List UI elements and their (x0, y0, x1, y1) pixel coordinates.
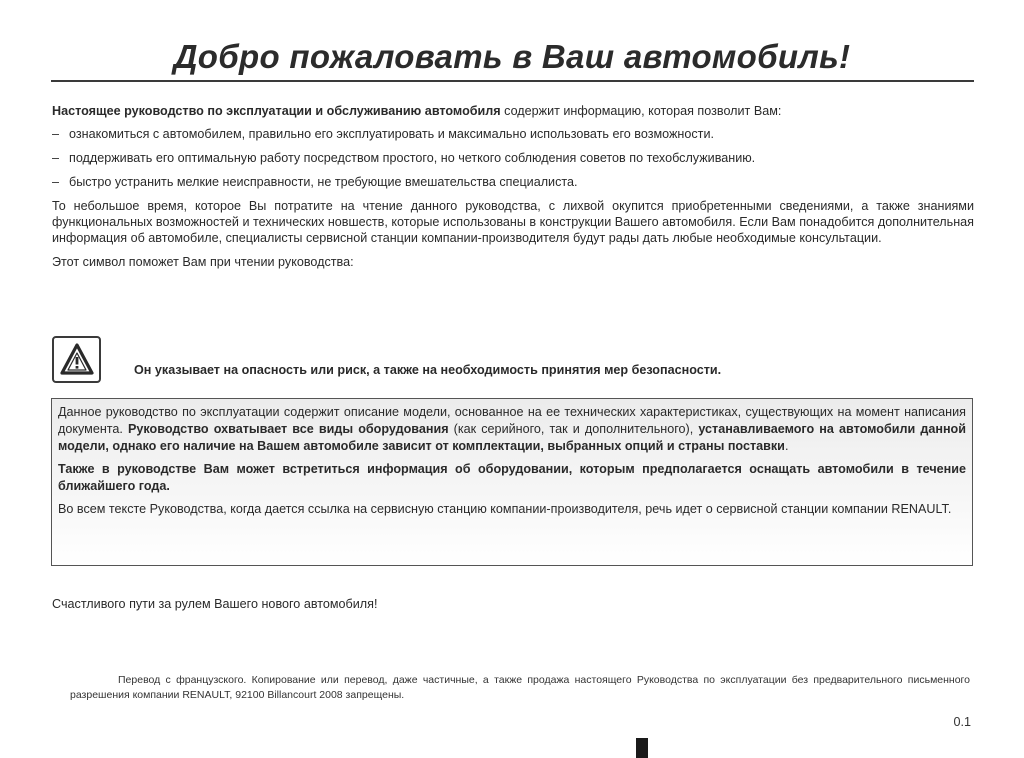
bullet-dash: – (52, 175, 60, 189)
bullet-item (52, 126, 974, 142)
bullet-item (52, 150, 974, 166)
note-text: (как серийного, так и дополнительного), (448, 422, 699, 436)
note-text-bold: Руководство охватывает все виды оборудования (128, 422, 449, 436)
note-paragraph-1 (58, 404, 966, 455)
bullet-text: поддерживать его оптимальную работу посредством простого, но четкого соблюдения советов по техобслуживанию. (69, 151, 756, 165)
warning-triangle-icon (52, 336, 101, 383)
intro-paragraph (52, 103, 974, 119)
title-divider (51, 80, 974, 82)
intro-lead-bold: Настоящее руководство по эксплуатации и обслуживанию автомобиля (52, 104, 501, 118)
note-text-bold: устанавливаемого на автомобили данной модели, однако его наличие на Вашем автомобиле зависит от комплектации, выбранных опций и страны поставки (58, 422, 966, 453)
intro-section (52, 103, 974, 270)
note-paragraph-2: Также в руководстве Вам может встретиться информация об оборудовании, которым предполагается оснащать автомобили в течение ближайшего года. (58, 462, 966, 493)
copyright-footnote: Перевод с французского. Копирование или перевод, даже частичные, а также продажа настоящего Руководства по эксплуатации без предварительного письменного разрешения компании RENAULT, 92100 Billancourt 2008 запрещены. (70, 674, 970, 701)
page-edge-marker (636, 738, 648, 758)
page-number: 0.1 (953, 715, 971, 729)
bullet-item (52, 174, 974, 190)
note-text: . (784, 439, 789, 453)
symbol-intro-line: Этот символ поможет Вам при чтении руководства: (52, 255, 354, 269)
note-paragraph-3: Во всем тексте Руководства, когда дается ссылка на сервисную станцию компании-производителя, речь идет о сервисной станции компании RENAULT. (58, 502, 952, 516)
page-title: Добро пожаловать в Ваш автомобиль! (173, 38, 851, 75)
intro-lead-rest: содержит информацию, которая позволит Вам: (500, 104, 782, 118)
bullet-text: ознакомиться с автомобилем, правильно его эксплуатировать и максимально использовать его возможности. (69, 127, 714, 141)
body-paragraph: То небольшое время, которое Вы потратите на чтение данного руководства, с лихвой окупится приобретенными сведениями, а также знаниями функциональных возможностей и технических новшеств, которые использованы в конструкции Вашего автомобиля. Если Вам понадобится дополнительная информация об автомобиле, специалисты сервисной станции компании-производителя будут рады дать любые необходимые консультации. (52, 199, 974, 245)
bullet-dash: – (52, 127, 60, 141)
bullet-text: быстро устранить мелкие неисправности, не требующие вмешательства специалиста. (69, 175, 578, 189)
bullet-dash: – (52, 151, 60, 165)
farewell-text: Счастливого пути за рулем Вашего нового автомобиля! (52, 597, 378, 611)
warning-text: Он указывает на опасность или риск, а также на необходимость принятия мер безопасности. (134, 363, 722, 377)
note-box (51, 398, 973, 566)
warning-row (52, 336, 974, 386)
note-text: Данное руководство по эксплуатации содержит описание модели, основанное на ее технических характеристиках, существующих на момент написания документа. (58, 405, 966, 436)
